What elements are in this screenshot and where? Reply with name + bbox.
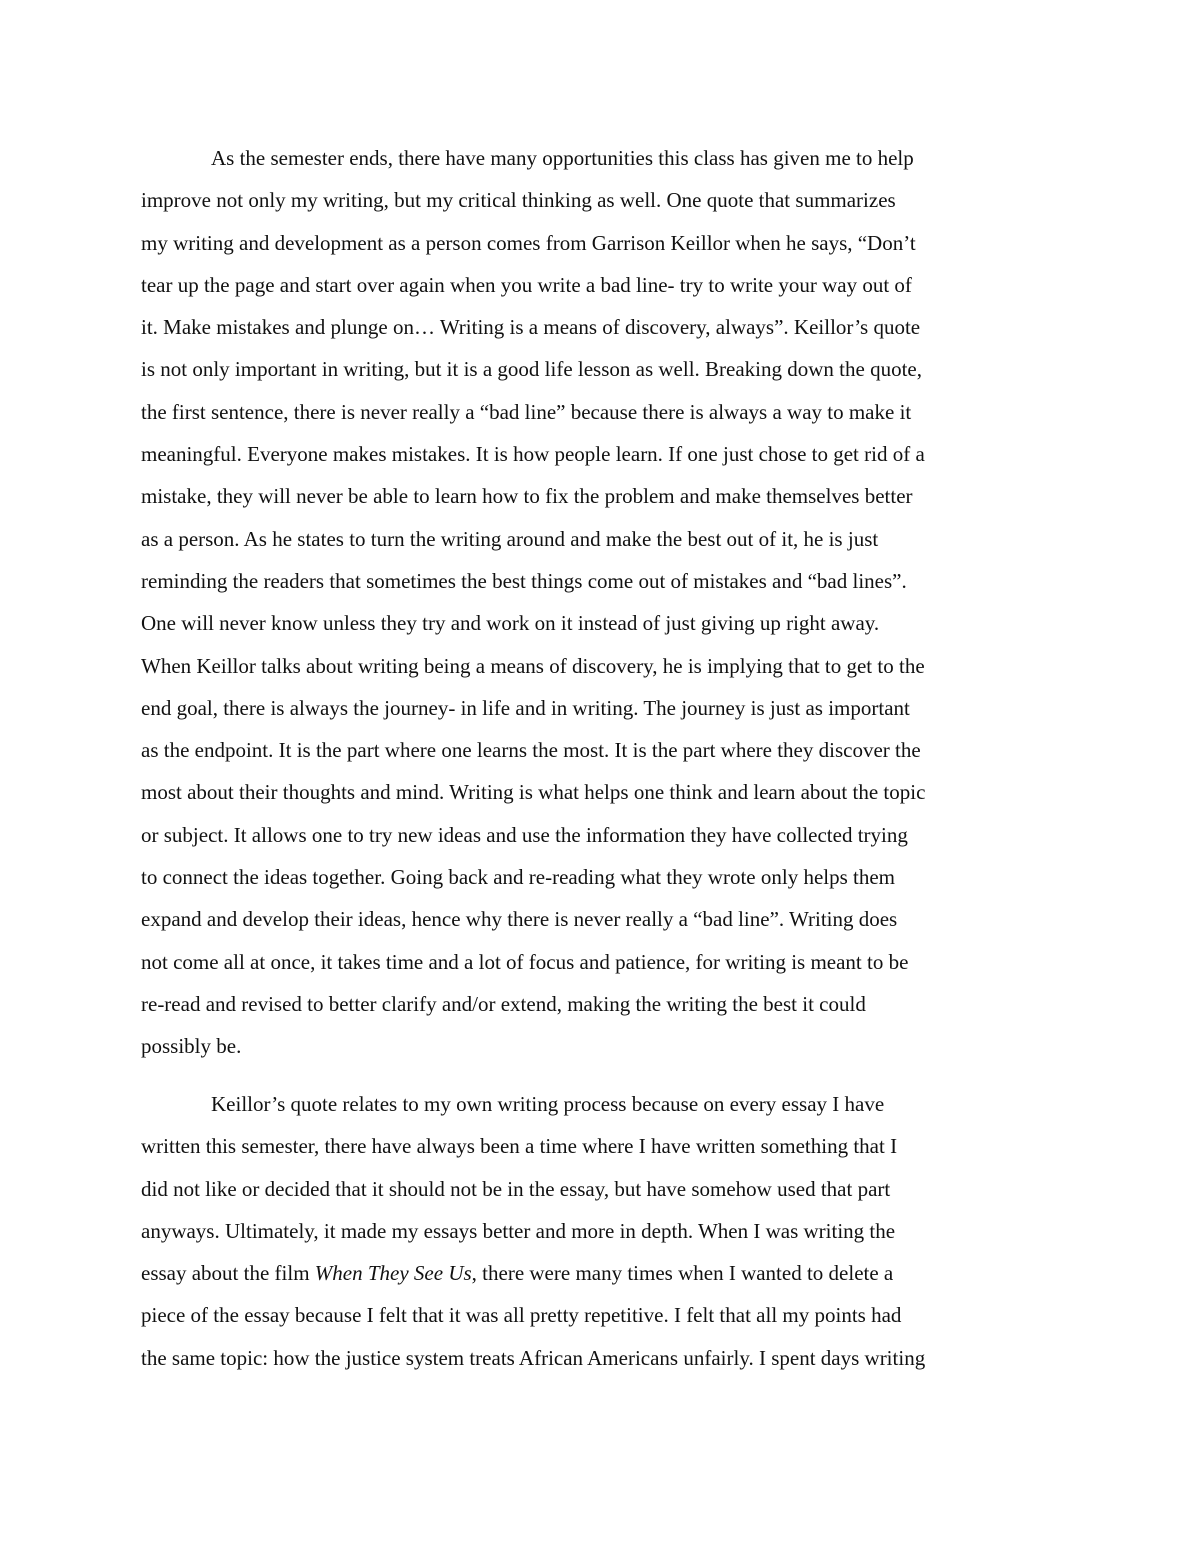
paragraph-line: my writing and development as a person comes from Garrison Keillor when he says, “Don’t [141, 230, 916, 255]
paragraph-line: meaningful. Everyone makes mistakes. It is how people learn. If one just chose to get rid of a [141, 442, 925, 467]
paragraph-1 [141, 142, 1071, 1073]
paragraph-line: the first sentence, there is never really a “bad line” because there is always a way to make it [141, 399, 912, 424]
paragraph-line: most about their thoughts and mind. Writing is what helps one think and learn about the topic [141, 780, 926, 805]
paragraph-line: or subject. It allows one to try new ideas and use the information they have collected trying [141, 822, 908, 847]
paragraph-line: piece of the essay because I felt that it was all pretty repetitive. I felt that all my points had [141, 1303, 902, 1328]
paragraph-line: tear up the page and start over again when you write a bad line- try to write your way out of [141, 272, 912, 297]
paragraph-line: is not only important in writing, but it is a good life lesson as well. Breaking down the quote, [141, 357, 922, 382]
paragraph-line-film [141, 1257, 1071, 1299]
paragraph-line: possibly be. [141, 1034, 242, 1059]
paragraph-line: it. Make mistakes and plunge on… Writing is a means of discovery, always”. Keillor’s quote [141, 315, 921, 340]
paragraph-line: written this semester, there have always been a time where I have written something that I [141, 1134, 898, 1159]
paragraph-line: as the endpoint. It is the part where one learns the most. It is the part where they discover the [141, 738, 921, 763]
paragraph-line: When Keillor talks about writing being a means of discovery, he is implying that to get to the [141, 653, 925, 678]
paragraph-line: Keillor’s quote relates to my own writing process because on every essay I have [211, 1092, 885, 1116]
paragraph-line: not come all at once, it takes time and a lot of focus and patience, for writing is meant to be [141, 949, 909, 974]
paragraph-line: reminding the readers that sometimes the best things come out of mistakes and “bad lines”. [141, 568, 907, 593]
film-title: When They See Us [314, 1261, 472, 1286]
paragraph-line: mistake, they will never be able to learn how to fix the problem and make themselves better [141, 484, 913, 509]
paragraph-line: expand and develop their ideas, hence why there is never really a “bad line”. Writing does [141, 907, 898, 932]
paragraph-line: One will never know unless they try and work on it instead of just giving up right away. [141, 611, 880, 636]
paragraph-line: As the semester ends, there have many opportunities this class has given me to help [211, 146, 914, 170]
paragraph-line: anyways. Ultimately, it made my essays better and more in depth. When I was writing the [141, 1218, 896, 1243]
paragraph-line: re-read and revised to better clarify and/or extend, making the writing the best it could [141, 991, 866, 1016]
film-line-prefix: essay about the film [141, 1261, 315, 1286]
paragraph-line: did not like or decided that it should not be in the essay, but have somehow used that part [141, 1176, 891, 1201]
film-line-suffix: , there were many times when I wanted to delete a [471, 1261, 894, 1286]
paragraph-2 [141, 1088, 1071, 1384]
paragraph-line: the same topic: how the justice system treats African Americans unfairly. I spent days writing [141, 1345, 926, 1370]
paragraph-line: to connect the ideas together. Going back and re-reading what they wrote only helps them [141, 865, 896, 890]
paragraph-line: as a person. As he states to turn the writing around and make the best out of it, he is just [141, 526, 879, 551]
paragraph-line: end goal, there is always the journey- in life and in writing. The journey is just as important [141, 695, 910, 720]
paragraph-line: improve not only my writing, but my critical thinking as well. One quote that summarizes [141, 188, 896, 213]
